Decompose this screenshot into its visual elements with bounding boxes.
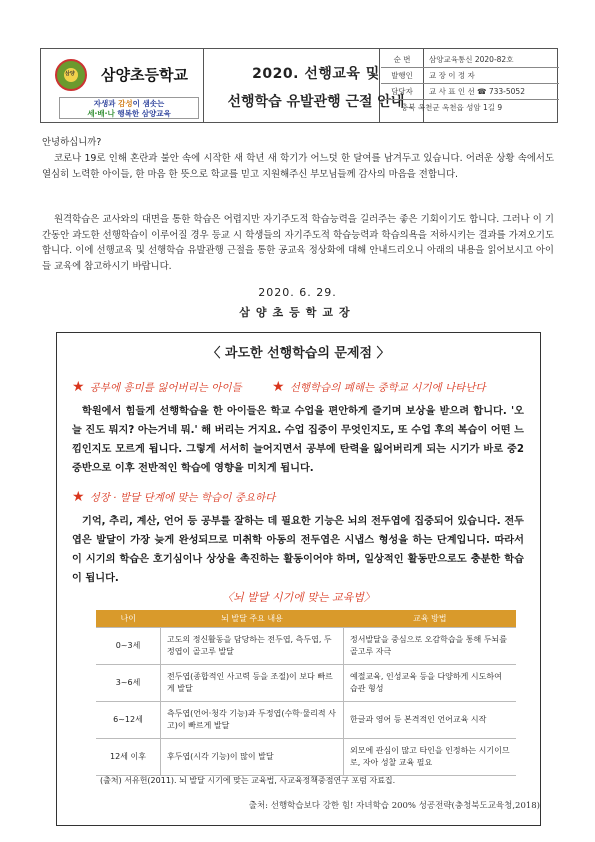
logo-text: 삼양 <box>65 71 75 77</box>
table-header: 뇌 발달 주요 내용 <box>161 610 344 628</box>
table-row <box>96 665 516 702</box>
page-title-line2: 선행학습 유발관행 근절 안내 <box>227 94 405 110</box>
age-cell: 0~3세 <box>96 628 161 665</box>
age-cell: 3~6세 <box>96 665 161 702</box>
info-row: 순 번 삼양교육통신 2020-82호 <box>381 52 559 68</box>
method-cell: 예절교육, 인성교육 등을 다양하게 시도하여 습관 형성 <box>344 665 517 702</box>
age-cell: 12세 이후 <box>96 739 161 776</box>
table-header: 나이 <box>96 610 161 628</box>
method-cell: 정서발달을 중심으로 오감학습을 통해 두뇌를 골고루 자극 <box>344 628 517 665</box>
intro-paragraph-2: 원격학습은 교사와의 대면을 통한 학습은 어렵지만 자기주도적 학습능력을 길러주는 좋은 기회이기도 합니다. 그러나 이 기간동안 과도한 선행학습이 이루어질 경우 등교 시 학생들의 자기주도적 학습능력과 학습의욕을 저하시키는 결과를 가져오기도 합니다. 이에 선행교육 및 선행학습 유발관행 근절을 통한 공교육 정상화에 대해 안내드리오니 아래의 내용을 읽어보시고 아이들 교육에 참고하시기 바랍니다. <box>42 214 554 272</box>
table-header: 교육 방법 <box>344 610 517 628</box>
heading-1a: ★ 공부에 흥미를 잃어버리는 아이들 <box>72 379 242 395</box>
method-cell: 한글과 영어 등 본격적인 언어교육 시작 <box>344 702 517 739</box>
heading-1b: ★ 선행학습의 폐해는 중학교 시기에 나타난다 <box>272 379 486 395</box>
header-box <box>40 48 558 123</box>
method-cell: 외모에 관심이 많고 타인을 인정하는 시기이므로, 자아 성찰 교육 필요 <box>344 739 517 776</box>
greeting: 안녕하십니까? <box>42 137 102 148</box>
star-icon: ★ <box>72 379 85 395</box>
page-title-line1: 2020. 선행교육 및 <box>252 66 380 82</box>
header-divider <box>203 49 204 122</box>
school-slogan: 자생과 감성이 샘솟는 세·배·나 행복한 삼양교육 <box>59 97 199 119</box>
header-divider <box>379 49 380 122</box>
age-cell: 6~12세 <box>96 702 161 739</box>
school-name: 삼양초등학교 <box>101 66 188 84</box>
star-icon: ★ <box>272 379 285 395</box>
table-row <box>96 628 516 665</box>
school-logo <box>55 59 87 91</box>
table-row <box>96 739 516 776</box>
info-row: 충북 옥천군 옥천읍 성암 1길 9 <box>401 103 503 112</box>
box-title: 〈 과도한 선행학습의 문제점 〉 <box>207 346 390 361</box>
info-row: 발행인 교 장 이 정 자 <box>381 68 559 84</box>
brain-cell: 후두엽(시각 기능)이 많이 발달 <box>161 739 344 776</box>
problem-body-2: 기억, 추리, 계산, 언어 등 공부를 잘하는 데 필요한 기능은 뇌의 전두엽에 집중되어 있습니다. 전두엽은 발달이 가장 늦게 완성되므로 미취학 아동의 전두엽은 시냅스 형성을 하는 단계입니다. 따라서 이 시기의 학습은 호기심이나 상상을 촉진하는 활동이어야 하며, 일상적인 활동만으로도 충분한 학습이 됩니다. <box>72 516 524 584</box>
info-row: 담당자 교 사 표 인 선 ☎ 733-5052 <box>381 84 559 100</box>
table-title: 〈뇌 발달 시기에 맞는 교육법〉 <box>222 591 375 604</box>
table-source: (출처) 서유헌(2011). 뇌 발달 시기에 맞는 교육법, 사교육정책중점연구 포럼 자료집. <box>100 776 396 785</box>
table-row <box>96 702 516 739</box>
heading-2: ★ 성장 · 발달 단계에 맞는 학습이 중요하다 <box>72 489 276 505</box>
notice-date: 2020. 6. 29. <box>258 286 337 299</box>
table-header-row <box>96 610 516 628</box>
brain-cell: 고도의 정신활동을 담당하는 전두엽, 측두엽, 두정엽이 골고루 발달 <box>161 628 344 665</box>
intro-paragraph-1: 코로나 19로 인해 혼란과 불안 속에 시작한 새 학년 새 학기가 어느덧 한 달여를 남겨두고 있습니다. 어려운 상황 속에서도 열심히 노력한 아이들, 한 마음 한 뜻으로 학교를 믿고 지원해주신 부모님들께 감사의 마음을 전합니다. <box>42 153 554 180</box>
brain-cell: 전두엽(종합적인 사고력 등을 조절)이 보다 빠르게 발달 <box>161 665 344 702</box>
star-icon: ★ <box>72 489 85 505</box>
brain-development-table <box>96 610 516 776</box>
problem-body-1: 학원에서 힘들게 선행학습을 한 아이들은 학교 수업을 편안하게 즐기며 보상을 받으려 합니다. '오늘 진도 뭐지? 아는거네 뭐.' 해 버리는 거지요. 수업 집중이 무엇인지도, 또 수업 후의 복습이 어떤 느낌인지도 모르게 됩니다. 그렇게 서서히 늘어지면서 공부에 탄력을 잃어버리게 되는 시기가 바로 중2 중반으로 이후 전반적인 학습에 영향을 미치게 됩니다. <box>72 406 524 474</box>
principal-signature: 삼양초등학교장 <box>239 306 356 319</box>
box-source: 출처: 선행학습보다 강한 힘! 자녀학습 200% 성공전략(충청북도교육청,2018) <box>248 801 540 811</box>
brain-cell: 측두엽(언어·청각 기능)과 두정엽(수학·물리적 사고)이 빠르게 발달 <box>161 702 344 739</box>
